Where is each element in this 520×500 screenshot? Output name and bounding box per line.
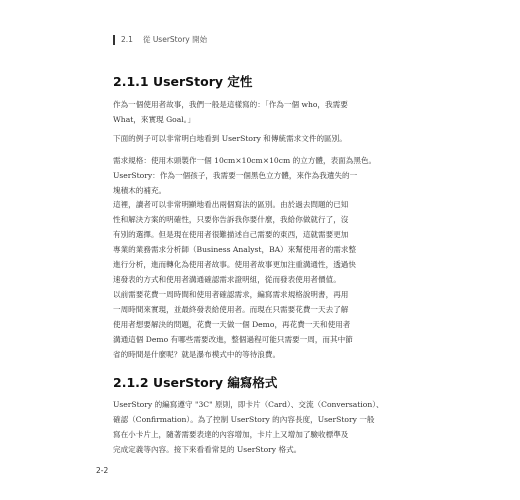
section-heading-2-1-1: 2.1.1 UserStory 定性 [113, 74, 253, 89]
text-line: 塊積木的補充。 [113, 186, 167, 195]
text-line: 完成定義等內容。接下來看看常見的 UserStory 格式。 [113, 445, 302, 454]
text-line: 一周時間來實現，並最終發表給使用者。而現在只需要花費一天去了解 [113, 305, 349, 314]
text-line: 寫在小卡片上，隨著需要表達的內容增加，卡片上又增加了驗收標準及 [113, 430, 349, 439]
text-line: 溝通這個 Demo 有哪些需要改進，整個過程可能只需要一周，而其中節 [113, 335, 353, 344]
paragraph-5 [113, 287, 403, 362]
running-header [113, 34, 207, 45]
text-line: 需求規格：使用木頭製作一個 10cm×10cm×10cm 的立方體，表面為黑色。 [113, 156, 377, 165]
paragraph-3 [113, 153, 403, 198]
text-line: 專業的業務需求分析師（Business Analyst，BA）來幫使用者的需求整 [113, 245, 357, 254]
paragraph-2 [113, 131, 403, 146]
header-bar [113, 35, 115, 45]
text-line: 使用者想要解決的問題，花費一天做一個 Demo，再花費一天和使用者 [113, 320, 351, 329]
text-line: UserStory 的編寫遵守 "3C" 原則，即卡片（Card）、交流（Conversation）、 [113, 400, 384, 409]
text-line: 進行分析，進而轉化為使用者故事。使用者故事更加注重溝通性，透過快 [113, 260, 356, 269]
section-heading-2-1-2: 2.1.2 UserStory 編寫格式 [113, 375, 278, 390]
text-line: 有別的選擇。但是現在使用者很難描述自己需要的東西，這就需要更加 [113, 230, 349, 239]
header-section-number: 2.1 [121, 35, 133, 44]
text-line: 下面的例子可以非常明白地看到 UserStory 和傳統需求文件的區別。 [113, 134, 347, 143]
text-line: 確認（Confirmation）。為了控制 UserStory 的內容長度，UserStory 一般 [113, 415, 375, 424]
text-line: 作為一個使用者故事，我們一般是這樣寫的：「作為一個 who，我需要 [113, 100, 348, 109]
text-line: 省的時間是什麼呢？就是瀑布模式中的等待浪費。 [113, 350, 281, 359]
page-number: 2-2 [96, 466, 109, 475]
header-section-title: 從 UserStory 開始 [142, 35, 208, 44]
text-line: 這裡，讀者可以非常明顯地看出兩個寫法的區別。由於過去問題的已知 [113, 200, 349, 209]
paragraph-6 [113, 397, 403, 457]
text-line: UserStory：作為一個孩子，我需要一個黑色立方體，來作為我遺失的一 [113, 171, 358, 180]
paragraph-4 [113, 197, 403, 287]
text-line: 以前需要花費一周時間和使用者確認需求，編寫需求規格說明書，再用 [113, 290, 349, 299]
text-line: 性和解決方案的明確性，只要你告訴我你要什麼，我給你做就行了，沒 [113, 215, 349, 224]
text-line: What，來實現 Goal。」 [113, 115, 196, 124]
paragraph-1 [113, 97, 403, 127]
text-line: 速發表的方式和使用者溝通確認需求證明組，從而發表使用者價值。 [113, 275, 341, 284]
